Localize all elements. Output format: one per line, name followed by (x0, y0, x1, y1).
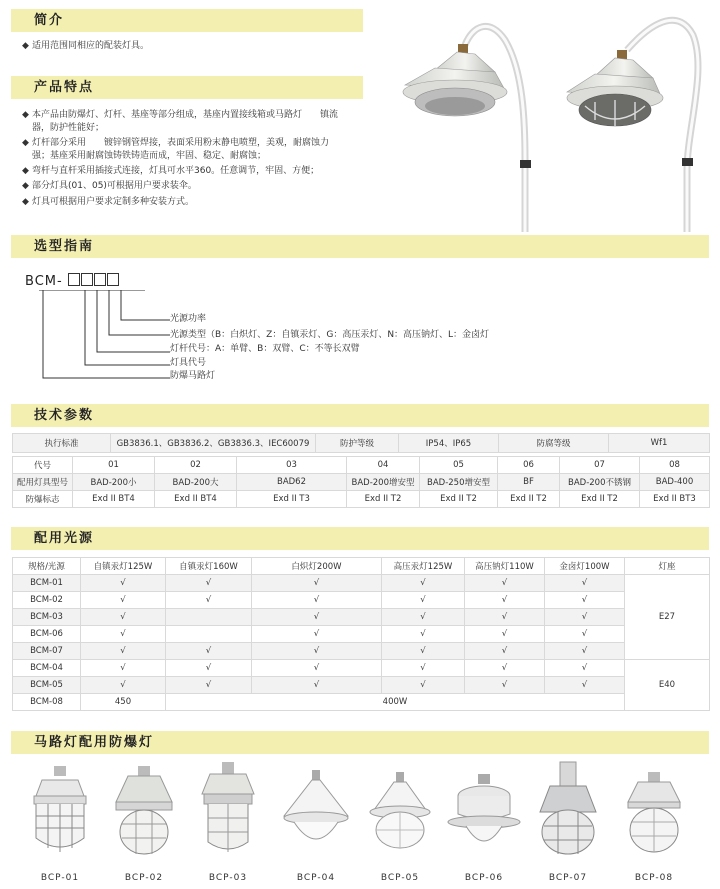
table-row (13, 609, 710, 626)
lamp-caption: BCP-06 (464, 873, 504, 883)
light-cell: BCM-05 (13, 677, 81, 694)
tech-header-cell: 08 (640, 457, 710, 474)
tech-header-cell: 代号 (13, 457, 73, 474)
lamp-bcp01-icon (20, 760, 100, 865)
feature-item: ◆ 灯杆部分采用 镀锌钢管焊接，表面采用粉末静电喷塑，美观，耐腐蚀力 (22, 138, 330, 148)
table-row (13, 626, 710, 643)
light-cell: √ (465, 626, 545, 643)
table-row (13, 575, 710, 592)
light-source-table (12, 557, 710, 711)
tech-cell: BAD-200不锈钢 (560, 474, 640, 491)
light-cell: BCM-07 (13, 643, 81, 660)
intro-item: ◆ 适用范围同相应的配装灯具。 (22, 41, 150, 51)
lamp-bcp07-icon (528, 760, 608, 865)
tech-cell: Exd II T2 (498, 491, 560, 508)
model-code-slots (68, 273, 119, 290)
light-cell: √ (252, 592, 382, 609)
light-cell: BCM-02 (13, 592, 81, 609)
light-cell: √ (545, 592, 625, 609)
tech-header-cell: 06 (498, 457, 560, 474)
tech-cell: GB3836.1、GB3836.2、GB3836.3、IEC60079 (111, 434, 316, 453)
lamp-figure (20, 760, 100, 885)
tech-header-cell: 03 (237, 457, 347, 474)
tech-cell: 执行标准 (13, 434, 111, 453)
light-header-cell: 白炽灯200W (252, 558, 382, 575)
base-e27-cell: E27 (625, 575, 710, 660)
lamp-caption: BCP-02 (124, 873, 164, 883)
lamp-caption: BCP-07 (548, 873, 588, 883)
light-cell (166, 626, 252, 643)
lamp-figure (276, 760, 356, 885)
table-row (13, 643, 710, 660)
light-cell: √ (252, 643, 382, 660)
model-code-connector-lines (25, 290, 175, 390)
table-row (13, 660, 710, 677)
lamp-bcp04-icon (276, 760, 356, 865)
lamp-bcp03-icon (188, 760, 268, 865)
light-cell: √ (166, 660, 252, 677)
light-cell: √ (166, 677, 252, 694)
light-header-cell: 高压汞灯125W (382, 558, 465, 575)
model-label-power: 光源功率 (170, 314, 207, 324)
light-cell: BCM-03 (13, 609, 81, 626)
tech-cell: BAD62 (237, 474, 347, 491)
light-cell: √ (166, 592, 252, 609)
section-tech-header: 技术参数 (11, 404, 709, 427)
table-row (13, 474, 710, 491)
lamp-figure (528, 760, 608, 885)
lamp-caption: BCP-04 (296, 873, 336, 883)
light-cell: √ (382, 660, 465, 677)
light-cell: √ (81, 677, 166, 694)
lamp-bcp08-icon (614, 760, 694, 865)
tech-cell: 防护等级 (316, 434, 399, 453)
model-label-lamp-code: 灯具代号 (170, 358, 207, 368)
light-header-cell: 高压钠灯110W (465, 558, 545, 575)
light-cell: √ (252, 677, 382, 694)
light-cell: √ (252, 575, 382, 592)
lamp-bcp02-icon (104, 760, 184, 865)
tech-cell: Exd II BT4 (73, 491, 155, 508)
light-cell: √ (252, 609, 382, 626)
tech-header-cell: 04 (347, 457, 420, 474)
table-row (13, 677, 710, 694)
lamp-figure (188, 760, 268, 885)
light-cell: √ (81, 626, 166, 643)
feature-item-cont: 强；基座采用耐腐蚀铸铁铸造而成，牢固、稳定、耐腐蚀； (32, 151, 267, 161)
tech-header-cell: 07 (560, 457, 640, 474)
light-header-cell: 规格/光源 (13, 558, 81, 575)
light-cell: √ (81, 609, 166, 626)
tech-cell: Exd II T3 (237, 491, 347, 508)
light-cell: √ (545, 660, 625, 677)
light-cell (166, 609, 252, 626)
section-lamps-header: 马路灯配用防爆灯 (11, 731, 709, 754)
tech-cell: BF (498, 474, 560, 491)
tech-cell: BAD-200小 (73, 474, 155, 491)
lamp-caption: BCP-03 (208, 873, 248, 883)
tech-cell: BAD-200增安型 (347, 474, 420, 491)
light-cell: √ (382, 609, 465, 626)
light-cell: BCM-04 (13, 660, 81, 677)
tech-standards-table (12, 433, 710, 453)
light-cell: √ (545, 626, 625, 643)
tech-cell: Exd II T2 (560, 491, 640, 508)
tech-cell: Exd II BT4 (155, 491, 237, 508)
section-guide-header: 选型指南 (11, 235, 709, 258)
light-cell: √ (81, 660, 166, 677)
tech-cell: Exd II T2 (420, 491, 498, 508)
light-cell: BCM-08 (13, 694, 81, 711)
light-header-cell: 灯座 (625, 558, 710, 575)
lamp-bcp05-icon (360, 760, 440, 865)
tech-cell: 防爆标志 (13, 491, 73, 508)
light-cell: 450 (81, 694, 166, 711)
light-cell: √ (382, 575, 465, 592)
light-cell: √ (81, 592, 166, 609)
light-cell: √ (465, 677, 545, 694)
light-header-cell: 自镇汞灯160W (166, 558, 252, 575)
section-light-header: 配用光源 (11, 527, 709, 550)
light-cell: √ (166, 643, 252, 660)
light-cell: √ (382, 643, 465, 660)
light-cell: √ (382, 592, 465, 609)
table-row (13, 592, 710, 609)
street-lamp-illustration (395, 10, 715, 235)
tech-cell: BAD-200大 (155, 474, 237, 491)
lamp-figure (104, 760, 184, 885)
light-cell: √ (465, 609, 545, 626)
tech-cell: Exd II T2 (347, 491, 420, 508)
light-cell: √ (465, 660, 545, 677)
section-intro-header: 简介 (11, 9, 363, 32)
tech-cell: BAD-400 (640, 474, 710, 491)
light-cell: √ (252, 660, 382, 677)
light-cell: √ (252, 626, 382, 643)
light-cell: √ (465, 575, 545, 592)
lamp-figure (614, 760, 694, 885)
table-row (13, 491, 710, 508)
tech-cell: IP54、IP65 (399, 434, 499, 453)
light-cell: √ (545, 677, 625, 694)
light-cell: 400W (166, 694, 625, 711)
tech-cell: Exd II BT3 (640, 491, 710, 508)
feature-item: ◆ 部分灯具(01、05)可根据用户要求装伞。 (22, 181, 197, 191)
model-label-product: 防爆马路灯 (170, 371, 216, 381)
light-cell: √ (465, 592, 545, 609)
feature-item-cont: 器，防护性能好； (32, 123, 105, 133)
tech-cell: BAD-250增安型 (420, 474, 498, 491)
model-label-pole-code: 灯杆代号：A：单臂、B：双臂、C：不等长双臂 (170, 344, 360, 354)
lamp-caption: BCP-08 (634, 873, 674, 883)
light-cell: √ (166, 575, 252, 592)
light-cell: BCM-01 (13, 575, 81, 592)
model-label-source-type: 光源类型（B：白炽灯、Z：自镇汞灯、G：高压汞灯、N：高压钠灯、L：金卤灯 (170, 330, 490, 340)
feature-item: ◆ 本产品由防爆灯、灯杆、基座等部分组成，基座内置接线箱或马路灯 镇流 (22, 110, 339, 120)
feature-item: ◆ 弯杆与直杆采用插接式连接，灯具可水平360。任意调节，牢固、方便； (22, 166, 320, 176)
light-cell: √ (545, 575, 625, 592)
lamp-gallery (0, 760, 720, 885)
table-row (13, 694, 710, 711)
light-cell: BCM-06 (13, 626, 81, 643)
light-header-cell: 自镇汞灯125W (81, 558, 166, 575)
tech-header-cell: 01 (73, 457, 155, 474)
model-code-legend (170, 313, 489, 383)
tech-cell: Wf1 (609, 434, 710, 453)
tech-cell: 配用灯具型号 (13, 474, 73, 491)
feature-item: ◆ 灯具可根据用户要求定制多种安装方式。 (22, 197, 195, 207)
lamp-figure (444, 760, 524, 885)
light-cell: √ (465, 643, 545, 660)
base-e40-cell: E40 (625, 660, 710, 711)
section-features-header: 产品特点 (11, 76, 363, 99)
tech-header-cell: 05 (420, 457, 498, 474)
model-code: BCM- (25, 273, 119, 290)
light-cell: √ (382, 626, 465, 643)
light-cell: √ (545, 609, 625, 626)
lamp-caption: BCP-01 (40, 873, 80, 883)
light-cell: √ (382, 677, 465, 694)
light-cell: √ (545, 643, 625, 660)
tech-header-cell: 02 (155, 457, 237, 474)
lamp-bcp06-icon (444, 760, 524, 865)
tech-cell: 防腐等级 (499, 434, 609, 453)
tech-code-table (12, 456, 710, 508)
lamp-figure (360, 760, 440, 885)
lamp-caption: BCP-05 (380, 873, 420, 883)
light-cell: √ (81, 575, 166, 592)
light-header-cell: 金卤灯100W (545, 558, 625, 575)
light-cell: √ (81, 643, 166, 660)
